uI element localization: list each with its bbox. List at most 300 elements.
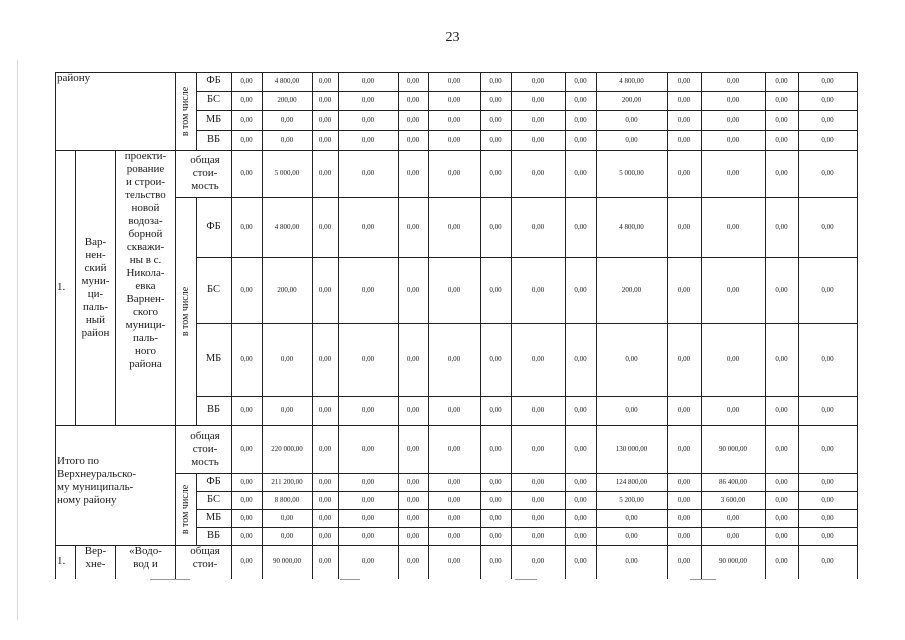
amount-cell: 4 800,00	[619, 77, 644, 85]
amount-cell: 0,00	[775, 222, 788, 231]
amount-cell: 0,00	[489, 444, 502, 453]
amount-cell: 0,00	[318, 77, 332, 85]
amount-cell: 0,00	[574, 169, 587, 177]
table-rule	[398, 72, 399, 151]
amount-cell: 0,00	[775, 135, 788, 144]
table-rule	[262, 545, 263, 579]
amount-cell: 0,00	[318, 557, 332, 565]
table-rule	[75, 150, 76, 426]
amount-cell: 0,00	[318, 285, 332, 294]
amount-cell: 0,00	[531, 513, 545, 522]
amount-cell: 0,00	[240, 169, 253, 177]
table-rule	[262, 150, 263, 426]
amount-cell: 0,00	[240, 355, 253, 363]
amount-cell: 0,00	[775, 355, 788, 363]
amount-cell: 4 800,00	[619, 222, 644, 231]
amount-cell: 220 000,00	[271, 444, 303, 453]
table-rule	[196, 72, 197, 151]
amount-cell: 0,00	[574, 477, 587, 486]
amount-cell: 5 000,00	[619, 169, 644, 177]
amount-cell: 0,00	[625, 513, 638, 522]
table-rule	[338, 150, 339, 426]
amount-cell: 0,00	[318, 495, 332, 504]
amount-cell: 0,00	[318, 96, 332, 104]
amount-cell: 0,00	[406, 531, 420, 540]
amount-cell: 0,00	[677, 169, 691, 177]
amount-cell: 0,00	[531, 115, 545, 124]
amount-cell: 0,00	[677, 477, 691, 486]
amount-cell: 0,00	[318, 477, 332, 486]
amount-cell: 0,00	[240, 444, 253, 453]
amount-cell: 0,00	[677, 444, 691, 453]
amount-cell: 0,00	[677, 406, 691, 414]
amount-cell: 0,00	[531, 169, 545, 177]
amount-cell: 0,00	[447, 477, 461, 486]
amount-cell: 0,00	[821, 495, 834, 504]
table-rule	[338, 545, 339, 579]
amount-cell: 0,00	[447, 222, 461, 231]
project-description: проекти- рование и строи- тельство новой водоза- борной скважи- ны в с. Никола- евка Варнен- ского муници- паль- ного района	[124, 150, 167, 370]
table-rule	[55, 150, 56, 426]
table-rule	[75, 545, 76, 579]
amount-cell: 0,00	[821, 96, 834, 104]
amount-cell: 0,00	[489, 477, 502, 486]
amount-cell: 0,00	[240, 531, 253, 540]
amount-cell: 0,00	[574, 444, 587, 453]
amount-cell: 124 800,00	[615, 477, 648, 486]
amount-cell: 0,00	[775, 406, 788, 414]
amount-cell: 0,00	[361, 444, 375, 453]
table-rule	[857, 545, 858, 579]
table-rule	[857, 72, 858, 151]
amount-cell: 0,00	[821, 77, 834, 85]
table-rule	[798, 150, 799, 426]
table-rule	[428, 150, 429, 426]
amount-cell: 0,00	[726, 355, 740, 363]
amount-cell: 0,00	[531, 495, 545, 504]
project-description: «Водо- вод и	[129, 545, 162, 570]
amount-cell: 0,00	[489, 531, 502, 540]
table-rule	[511, 72, 512, 151]
amount-cell: 0,00	[447, 513, 461, 522]
amount-cell: 0,00	[531, 531, 545, 540]
in-total-vertical-label	[175, 197, 196, 425]
in-total-text: в том числе	[180, 484, 192, 534]
amount-cell: 0,00	[677, 222, 691, 231]
table-rule	[231, 150, 232, 426]
amount-cell: 200,00	[277, 96, 297, 104]
amount-cell: 0,00	[821, 222, 834, 231]
scan-artifact	[690, 579, 716, 580]
amount-cell: 0,00	[240, 557, 253, 565]
amount-cell: 0,00	[677, 513, 691, 522]
table-rule	[701, 545, 702, 579]
amount-cell: 0,00	[677, 135, 691, 144]
amount-cell: 0,00	[406, 557, 420, 565]
table-rule	[428, 72, 429, 151]
amount-cell: 0,00	[726, 285, 740, 294]
amount-cell: 0,00	[489, 115, 502, 124]
amount-cell: 0,00	[574, 557, 587, 565]
amount-cell: 0,00	[361, 477, 375, 486]
amount-cell: 0,00	[447, 495, 461, 504]
amount-cell: 0,00	[318, 222, 332, 231]
amount-cell: 0,00	[489, 96, 502, 104]
amount-cell: 0,00	[775, 477, 788, 486]
table-rule	[428, 545, 429, 579]
table-rule	[196, 257, 858, 258]
municipality-name: Вер- хне-	[84, 545, 107, 570]
amount-cell: 0,00	[406, 96, 420, 104]
amount-cell: 0,00	[240, 96, 253, 104]
table-rule	[175, 72, 176, 151]
fund-label: ФБ	[206, 475, 221, 487]
amount-cell: 0,00	[821, 406, 834, 414]
amount-cell: 0,00	[775, 557, 788, 565]
amount-cell: 0,00	[280, 355, 294, 363]
amount-cell: 0,00	[531, 96, 545, 104]
table-rule	[565, 545, 566, 579]
table-rule	[596, 72, 597, 151]
amount-cell: 0,00	[361, 169, 375, 177]
table-rule	[115, 545, 116, 579]
fund-label: БС	[207, 493, 220, 505]
amount-cell: 0,00	[531, 406, 545, 414]
amount-cell: 0,00	[447, 557, 461, 565]
table-rule	[667, 72, 668, 151]
amount-cell: 0,00	[726, 77, 740, 85]
in-total-vertical-label	[175, 72, 196, 150]
fund-label: БС	[207, 283, 220, 295]
amount-cell: 0,00	[406, 285, 420, 294]
amount-cell: 0,00	[318, 169, 332, 177]
amount-cell: 0,00	[318, 406, 332, 414]
amount-cell: 0,00	[406, 406, 420, 414]
amount-cell: 0,00	[821, 135, 834, 144]
amount-cell: 130 000,00	[615, 444, 648, 453]
amount-cell: 0,00	[775, 513, 788, 522]
amount-cell: 0,00	[821, 513, 834, 522]
amount-cell: 0,00	[280, 406, 294, 414]
amount-cell: 0,00	[821, 355, 834, 363]
amount-cell: 0,00	[574, 115, 587, 124]
amount-cell: 0,00	[318, 135, 332, 144]
fund-label: ФБ	[206, 75, 221, 87]
amount-cell: 0,00	[489, 222, 502, 231]
municipality-name: Вар- нен- ский муни- ци- паль- ный район	[81, 235, 110, 339]
amount-cell: 0,00	[406, 77, 420, 85]
amount-cell: 0,00	[574, 406, 587, 414]
amount-cell: 0,00	[574, 222, 587, 231]
amount-cell: 0,00	[240, 135, 253, 144]
amount-cell: 0,00	[406, 135, 420, 144]
amount-cell: 0,00	[406, 222, 420, 231]
table-rule	[798, 545, 799, 579]
amount-cell: 0,00	[361, 115, 375, 124]
scan-artifact	[340, 579, 360, 580]
amount-cell: 0,00	[821, 115, 834, 124]
amount-cell: 0,00	[574, 355, 587, 363]
fund-label: ВБ	[206, 404, 221, 416]
table-rule	[480, 150, 481, 426]
amount-cell: 0,00	[726, 222, 740, 231]
amount-cell: 5 200,00	[619, 495, 644, 504]
table-rule	[55, 425, 56, 546]
row-number: 1.	[57, 281, 66, 293]
amount-cell: 0,00	[489, 557, 502, 565]
amount-cell: 0,00	[775, 285, 788, 294]
amount-cell: 0,00	[280, 135, 294, 144]
amount-cell: 0,00	[318, 513, 332, 522]
amount-cell: 0,00	[821, 444, 834, 453]
amount-cell: 0,00	[677, 285, 691, 294]
fund-label: ВБ	[206, 529, 221, 541]
table-rule	[231, 545, 232, 579]
total-label: Итого по Верхнеуральско- му муниципаль- ному району	[57, 455, 137, 506]
amount-cell: 4 800,00	[274, 77, 300, 85]
amount-cell: 0,00	[726, 96, 740, 104]
table-rule	[765, 150, 766, 426]
table-rule	[175, 150, 176, 426]
amount-cell: 0,00	[726, 513, 740, 522]
amount-cell: 0,00	[240, 222, 253, 231]
amount-cell: 0,00	[574, 96, 587, 104]
table-rule	[231, 72, 232, 151]
table-rule	[667, 150, 668, 426]
table-rule	[798, 72, 799, 151]
amount-cell: 0,00	[280, 115, 294, 124]
amount-cell: 0,00	[677, 355, 691, 363]
amount-cell: 0,00	[361, 135, 375, 144]
amount-cell: 0,00	[531, 355, 545, 363]
table-rule	[196, 509, 858, 510]
amount-cell: 90 000,00	[719, 444, 747, 453]
in-total-text: в том числе	[180, 86, 192, 136]
amount-cell: 0,00	[726, 406, 740, 414]
amount-cell: 0,00	[531, 135, 545, 144]
amount-cell: 200,00	[621, 96, 642, 104]
in-total-text: в том числе	[180, 286, 192, 336]
amount-cell: 0,00	[447, 115, 461, 124]
amount-cell: 0,00	[574, 531, 587, 540]
fund-label: МБ	[205, 353, 222, 365]
amount-cell: 0,00	[361, 355, 375, 363]
amount-cell: 0,00	[625, 406, 638, 414]
table-rule	[312, 150, 313, 426]
amount-cell: 0,00	[489, 513, 502, 522]
amount-cell: 0,00	[531, 285, 545, 294]
amount-cell: 0,00	[625, 355, 638, 363]
amount-cell: 0,00	[406, 355, 420, 363]
table-rule	[196, 396, 858, 397]
amount-cell: 0,00	[406, 513, 420, 522]
amount-cell: 0,00	[775, 96, 788, 104]
amount-cell: 0,00	[775, 495, 788, 504]
amount-cell: 3 600,00	[720, 495, 746, 504]
table-rule	[262, 72, 263, 151]
amount-cell: 5 000,00	[274, 169, 300, 177]
amount-cell: 0,00	[531, 77, 545, 85]
amount-cell: 0,00	[447, 444, 461, 453]
amount-cell: 0,00	[361, 495, 375, 504]
amount-cell: 0,00	[406, 115, 420, 124]
amount-cell: 0,00	[406, 495, 420, 504]
table-rule	[701, 72, 702, 151]
table-rule	[312, 545, 313, 579]
amount-cell: 0,00	[489, 169, 502, 177]
amount-cell: 0,00	[361, 513, 375, 522]
amount-cell: 0,00	[406, 477, 420, 486]
amount-cell: 0,00	[677, 495, 691, 504]
amount-cell: 0,00	[361, 557, 375, 565]
amount-cell: 0,00	[240, 513, 253, 522]
amount-cell: 0,00	[677, 557, 691, 565]
table-rule	[175, 425, 176, 546]
total-cost-label: общая стои-	[190, 545, 220, 570]
table-rule	[312, 72, 313, 151]
amount-cell: 90 000,00	[719, 557, 747, 565]
scan-artifact	[515, 579, 537, 580]
table-rule	[55, 72, 56, 151]
district-label: району	[57, 72, 91, 84]
fund-label: МБ	[205, 113, 222, 125]
table-rule	[175, 197, 858, 198]
fund-label: ФБ	[206, 220, 221, 232]
amount-cell: 0,00	[489, 355, 502, 363]
amount-cell: 0,00	[240, 77, 253, 85]
table-rule	[765, 72, 766, 151]
amount-cell: 0,00	[625, 531, 638, 540]
amount-cell: 0,00	[447, 355, 461, 363]
amount-cell: 200,00	[621, 285, 642, 294]
amount-cell: 0,00	[775, 115, 788, 124]
amount-cell: 0,00	[775, 169, 788, 177]
amount-cell: 0,00	[677, 77, 691, 85]
amount-cell: 0,00	[677, 531, 691, 540]
amount-cell: 0,00	[240, 406, 253, 414]
amount-cell: 0,00	[361, 285, 375, 294]
total-cost-label: общая стои- мость	[190, 154, 220, 192]
amount-cell: 0,00	[361, 531, 375, 540]
amount-cell: 200,00	[277, 285, 297, 294]
fund-label: БС	[207, 94, 220, 106]
table-rule	[480, 72, 481, 151]
amount-cell: 0,00	[726, 115, 740, 124]
table-rule	[667, 545, 668, 579]
table-rule	[196, 323, 858, 324]
amount-cell: 0,00	[726, 135, 740, 144]
table-rule	[596, 150, 597, 426]
amount-cell: 0,00	[726, 169, 740, 177]
amount-cell: 0,00	[447, 531, 461, 540]
fund-label: ВБ	[206, 133, 221, 145]
amount-cell: 90 000,00	[273, 557, 301, 565]
amount-cell: 0,00	[574, 495, 587, 504]
amount-cell: 0,00	[318, 531, 332, 540]
table-rule	[565, 72, 566, 151]
amount-cell: 0,00	[361, 77, 375, 85]
amount-cell: 0,00	[625, 135, 638, 144]
amount-cell: 0,00	[821, 557, 834, 565]
fund-label: МБ	[205, 511, 222, 523]
table-rule	[511, 150, 512, 426]
amount-cell: 0,00	[318, 355, 332, 363]
table-rule	[115, 150, 116, 426]
amount-cell: 0,00	[726, 531, 740, 540]
amount-cell: 0,00	[531, 444, 545, 453]
table-rule	[55, 545, 56, 579]
table-rule	[196, 197, 197, 426]
amount-cell: 0,00	[821, 169, 834, 177]
table-rule	[196, 491, 858, 492]
table-rule	[175, 545, 176, 579]
amount-cell: 4 800,00	[274, 222, 300, 231]
amount-cell: 0,00	[489, 135, 502, 144]
amount-cell: 0,00	[775, 444, 788, 453]
table-rule	[196, 527, 858, 528]
amount-cell: 0,00	[574, 285, 587, 294]
amount-cell: 0,00	[821, 285, 834, 294]
amount-cell: 0,00	[775, 531, 788, 540]
table-rule	[596, 545, 597, 579]
amount-cell: 0,00	[489, 495, 502, 504]
amount-cell: 0,00	[447, 169, 461, 177]
amount-cell: 0,00	[361, 222, 375, 231]
page-number: 23	[445, 30, 460, 45]
amount-cell: 211 200,00	[271, 477, 303, 486]
table-rule	[857, 150, 858, 426]
scan-artifact	[150, 579, 190, 580]
amount-cell: 0,00	[775, 77, 788, 85]
amount-cell: 0,00	[447, 96, 461, 104]
amount-cell: 0,00	[406, 444, 420, 453]
amount-cell: 0,00	[406, 169, 420, 177]
amount-cell: 0,00	[318, 115, 332, 124]
amount-cell: 0,00	[574, 77, 587, 85]
amount-cell: 0,00	[447, 135, 461, 144]
amount-cell: 8 800,00	[274, 495, 300, 504]
amount-cell: 0,00	[821, 531, 834, 540]
amount-cell: 0,00	[240, 495, 253, 504]
amount-cell: 0,00	[280, 513, 294, 522]
amount-cell: 0,00	[318, 444, 332, 453]
table-rule	[701, 150, 702, 426]
amount-cell: 86 400,00	[719, 477, 747, 486]
amount-cell: 0,00	[677, 115, 691, 124]
scan-edge	[17, 60, 18, 620]
table-rule	[398, 150, 399, 426]
amount-cell: 0,00	[625, 557, 638, 565]
amount-cell: 0,00	[677, 96, 691, 104]
amount-cell: 0,00	[240, 477, 253, 486]
table-rule	[765, 545, 766, 579]
amount-cell: 0,00	[240, 115, 253, 124]
row-number: 1.	[57, 555, 66, 567]
amount-cell: 0,00	[240, 285, 253, 294]
amount-cell: 0,00	[574, 513, 587, 522]
amount-cell: 0,00	[625, 115, 638, 124]
table-rule	[480, 545, 481, 579]
amount-cell: 0,00	[574, 135, 587, 144]
amount-cell: 0,00	[821, 477, 834, 486]
amount-cell: 0,00	[489, 77, 502, 85]
total-cost-label: общая стои- мость	[190, 429, 220, 468]
amount-cell: 0,00	[531, 477, 545, 486]
amount-cell: 0,00	[489, 406, 502, 414]
table-rule	[565, 150, 566, 426]
amount-cell: 0,00	[489, 285, 502, 294]
amount-cell: 0,00	[447, 77, 461, 85]
